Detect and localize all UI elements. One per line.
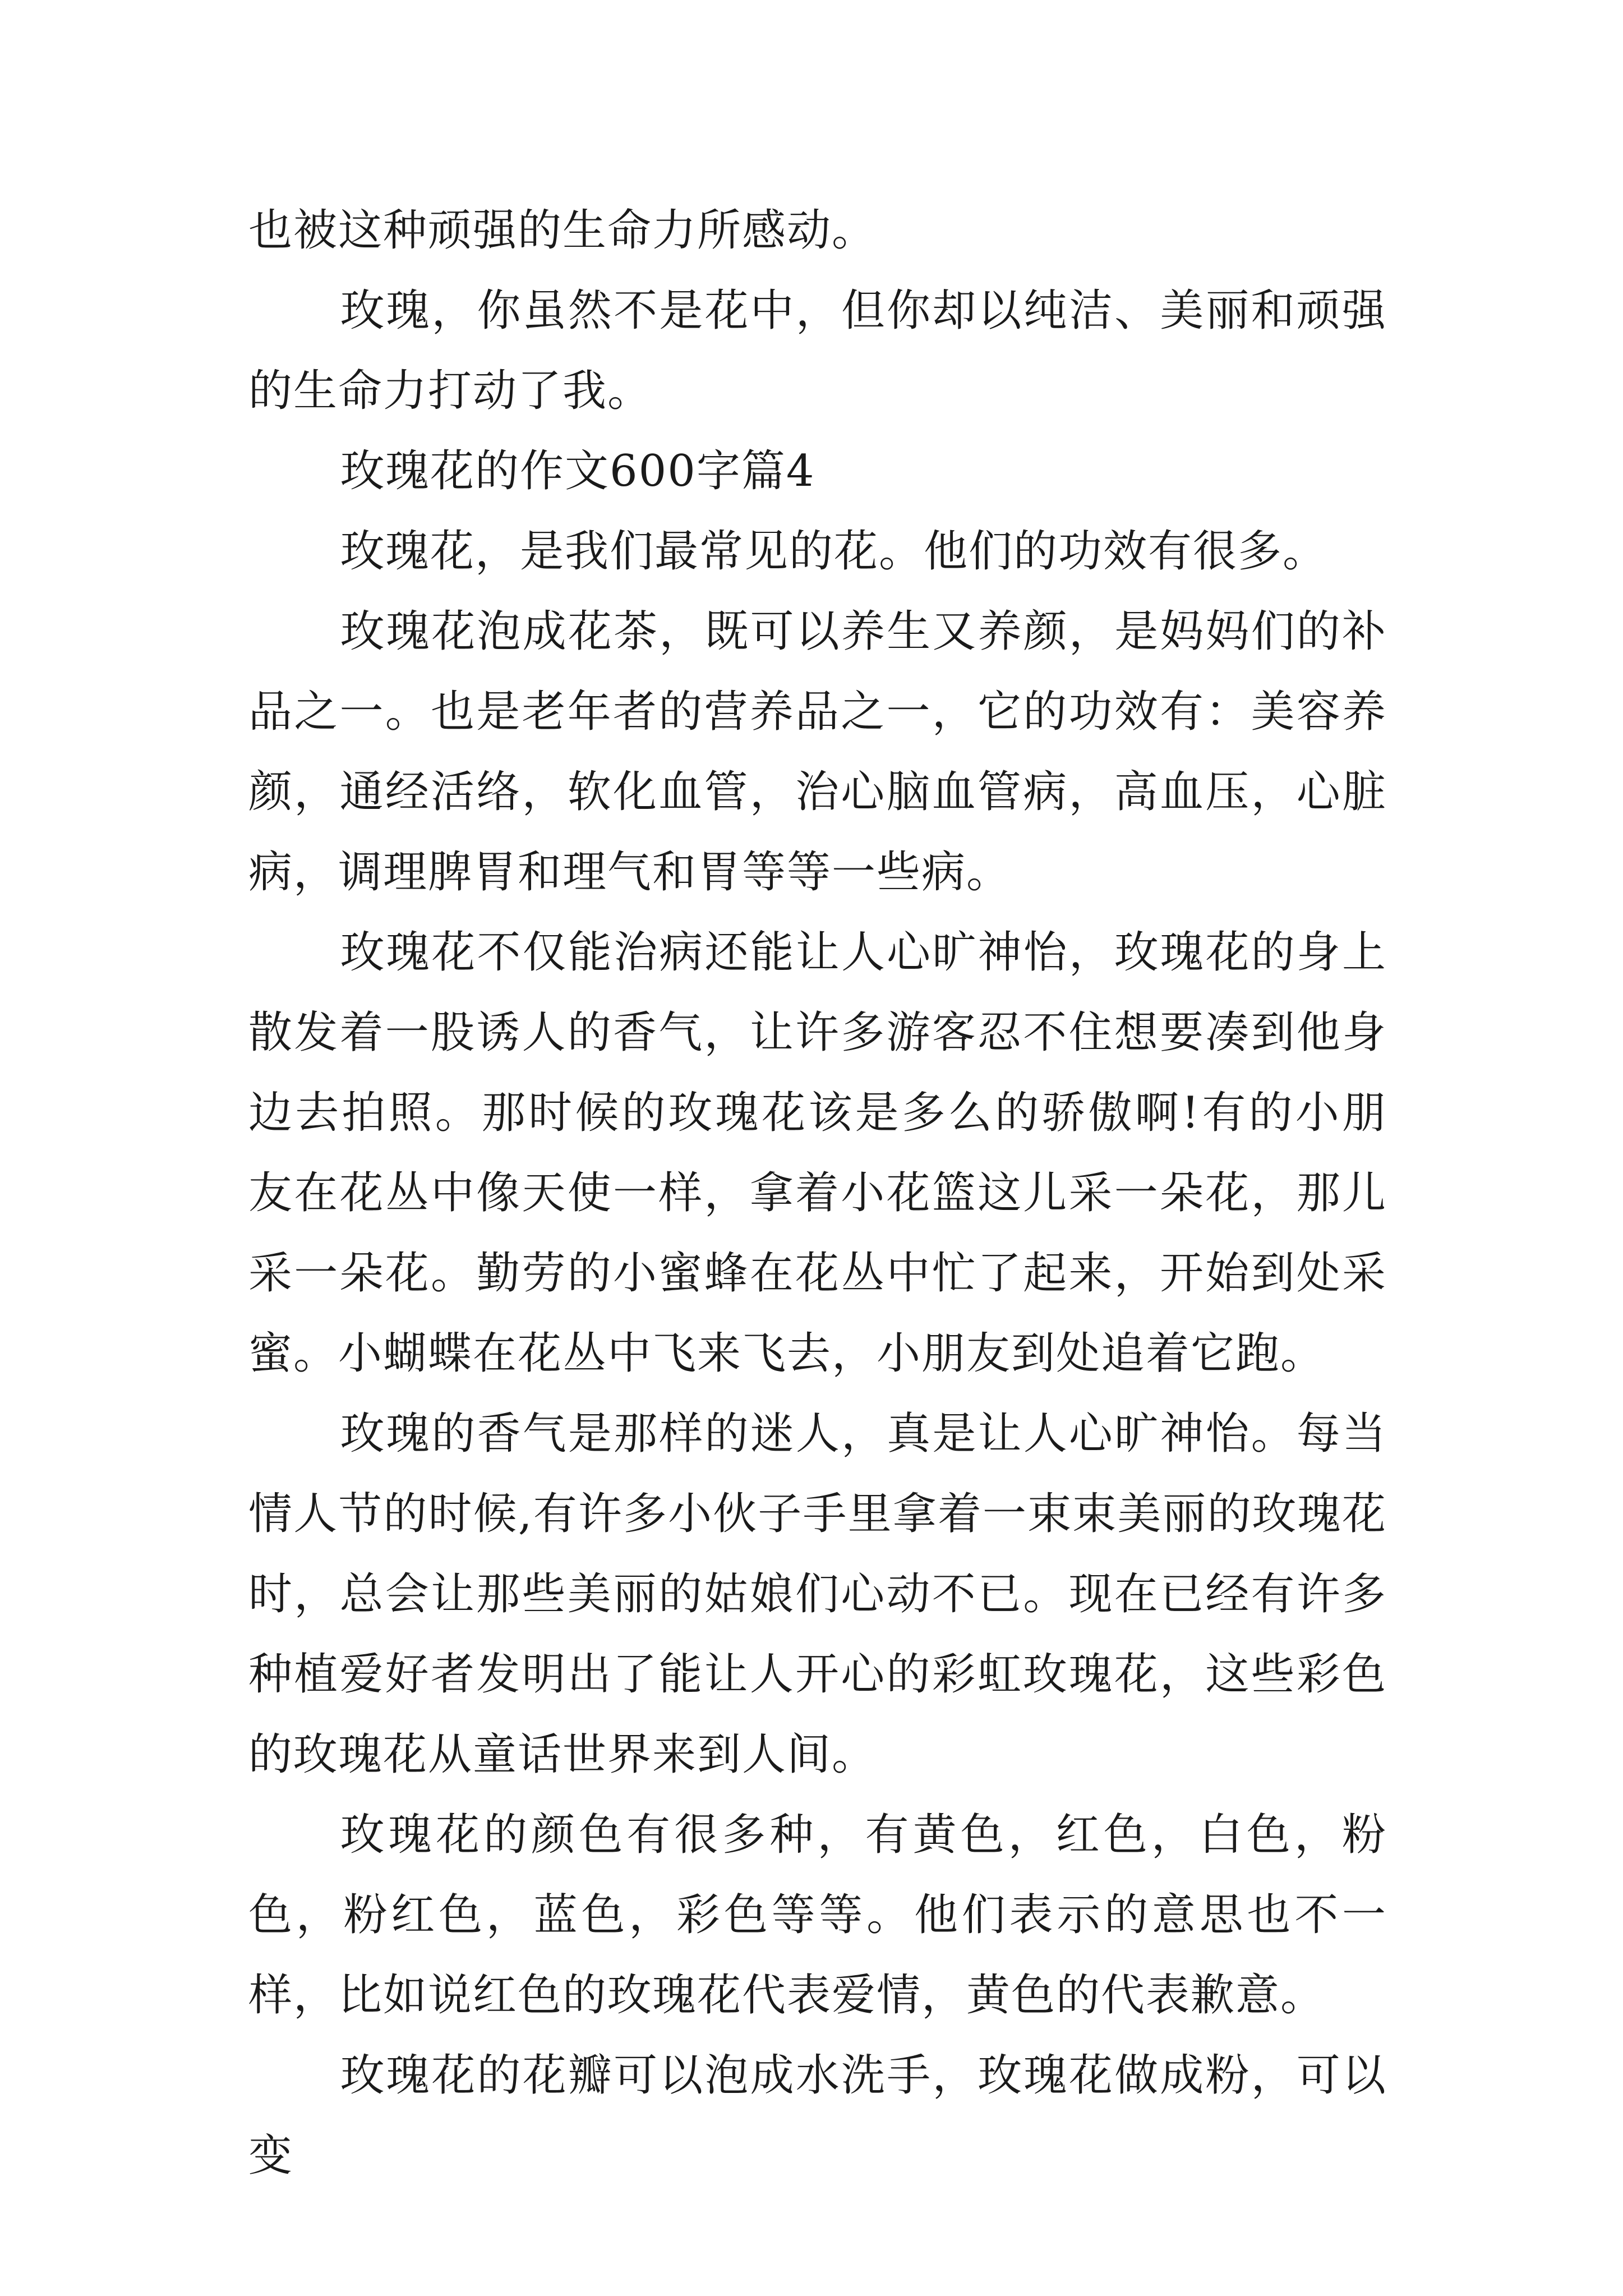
- document-body: [248, 191, 1387, 2196]
- paragraph: 玫瑰花不仅能治病还能让人心旷神怡，玫瑰花的身上散发着一股诱人的香气，让许多游客忍不住想要凑到他身边去拍照。那时候的玫瑰花该是多么的骄傲啊!有的小朋友在花丛中像天使一样，拿着小花篮这儿采一朵花，那儿采一朵花。勤劳的小蜜蜂在花丛中忙了起来，开始到处采蜜。小蝴蝶在花丛中飞来飞去，小朋友到处追着它跑。: [248, 927, 1387, 1379]
- paragraph: 玫瑰的香气是那样的迷人，真是让人心旷神怡。每当情人节的时候,有许多小伙子手里拿着一束束美丽的玫瑰花时，总会让那些美丽的姑娘们心动不已。现在已经有许多种植爱好者发明出了能让人开心的彩虹玫瑰花，这些彩色的玫瑰花从童话世界来到人间。: [248, 1409, 1387, 1780]
- paragraph: 玫瑰，你虽然不是花中，但你却以纯洁、美丽和顽强的生命力打动了我。: [248, 286, 1387, 416]
- paragraph-continuation: 也被这种顽强的生命力所感动。: [248, 205, 877, 256]
- section-heading: 玫瑰花的作文600字篇4: [340, 446, 815, 496]
- paragraph: 玫瑰花的颜色有很多种，有黄色，红色，白色，粉色，粉红色，蓝色，彩色等等。他们表示的意思也不一样，比如说红色的玫瑰花代表爱情，黄色的代表歉意。: [248, 1810, 1387, 2021]
- paragraph: 玫瑰花的花瓣可以泡成水洗手，玫瑰花做成粉，可以变: [248, 2050, 1387, 2181]
- paragraph: 玫瑰花泡成花茶，既可以养生又养颜，是妈妈们的补品之一。也是老年者的营养品之一，它的功效有：美容养颜，通经活络，软化血管，治心脑血管病，高血压，心脏病，调理脾胃和理气和胃等等一些病。: [248, 606, 1387, 898]
- paragraph: 玫瑰花，是我们最常见的花。他们的功效有很多。: [340, 526, 1328, 577]
